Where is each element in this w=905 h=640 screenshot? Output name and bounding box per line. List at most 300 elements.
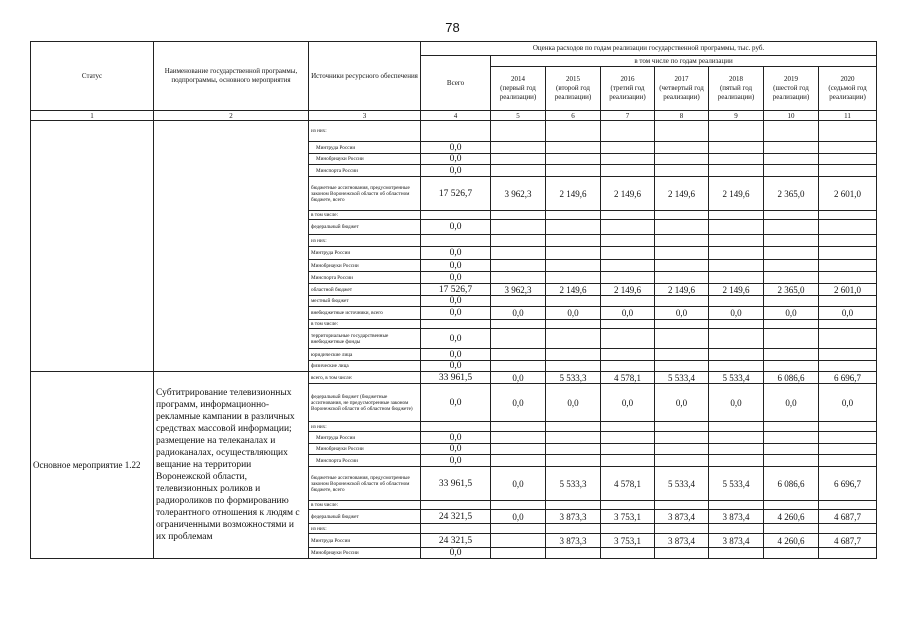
total-value: 24 321,5 (421, 534, 491, 548)
year-amount: 3 962,3 (491, 177, 546, 211)
year-amount: 2 149,6 (709, 177, 764, 211)
year-amount (655, 444, 709, 455)
year-amount (601, 247, 655, 260)
year-amount: 5 533,4 (655, 467, 709, 501)
year-amount (655, 121, 709, 142)
year-amount (655, 524, 709, 534)
year-amount (655, 260, 709, 272)
year-amount (764, 260, 819, 272)
name-cell-empty (154, 121, 309, 372)
year-amount (819, 501, 877, 510)
header-name: Наименование государственной программы, подпрограммы, основного мероприятия (154, 42, 309, 111)
year-amount (764, 247, 819, 260)
total-value (421, 235, 491, 247)
year-amount (819, 548, 877, 559)
funding-source: в том числе: (309, 211, 421, 220)
funding-source: внебюджетные источники, всего (309, 307, 421, 320)
funding-source: Минобрнауки России (309, 444, 421, 455)
year-amount (546, 349, 601, 361)
table-header (31, 42, 877, 121)
year-amount (764, 154, 819, 165)
year-amount: 0,0 (655, 307, 709, 320)
year-amount (819, 165, 877, 177)
header-year-2015 (546, 67, 601, 111)
total-value: 0,0 (421, 307, 491, 320)
total-value: 0,0 (421, 548, 491, 559)
year-amount (764, 548, 819, 559)
year-amount (709, 247, 764, 260)
column-number: 4 (421, 111, 491, 121)
year-amount (491, 320, 546, 329)
column-number: 7 (601, 111, 655, 121)
funding-source: в том числе: (309, 320, 421, 329)
total-value (421, 524, 491, 534)
year-amount (546, 165, 601, 177)
total-value: 17 526,7 (421, 177, 491, 211)
year-amount: 2 365,0 (764, 177, 819, 211)
year-amount (546, 272, 601, 284)
year-amount: 5 533,4 (655, 372, 709, 384)
year-amount: 0,0 (491, 384, 546, 422)
year-amount: 0,0 (764, 307, 819, 320)
year-amount: 5 533,4 (709, 372, 764, 384)
year-label: (шестой год реализации) (772, 84, 810, 101)
year-amount: 0,0 (819, 307, 877, 320)
year-amount: 6 086,6 (764, 467, 819, 501)
year-value: 2020 (840, 75, 855, 83)
header-year-2016 (601, 67, 655, 111)
year-amount: 2 149,6 (655, 177, 709, 211)
year-amount (546, 121, 601, 142)
column-number: 6 (546, 111, 601, 121)
year-amount (601, 444, 655, 455)
year-amount (819, 329, 877, 349)
year-amount (655, 272, 709, 284)
year-amount (601, 220, 655, 235)
header-status: Статус (31, 42, 154, 111)
year-amount (819, 422, 877, 432)
funding-source: федеральный бюджет (309, 510, 421, 524)
column-number: 10 (764, 111, 819, 121)
year-amount (546, 329, 601, 349)
year-amount: 2 149,6 (655, 284, 709, 296)
year-amount (491, 296, 546, 307)
status-cell-empty (31, 121, 154, 372)
year-amount: 0,0 (709, 307, 764, 320)
total-value: 0,0 (421, 384, 491, 422)
column-number: 1 (31, 111, 154, 121)
year-amount (491, 444, 546, 455)
year-amount (764, 444, 819, 455)
year-amount: 3 873,4 (709, 534, 764, 548)
year-amount (655, 361, 709, 372)
year-value: 2017 (674, 75, 689, 83)
year-amount: 2 601,0 (819, 284, 877, 296)
total-value: 0,0 (421, 272, 491, 284)
year-amount (819, 211, 877, 220)
year-amount (764, 272, 819, 284)
year-amount: 2 601,0 (819, 177, 877, 211)
year-amount: 6 696,7 (819, 467, 877, 501)
year-amount: 0,0 (764, 384, 819, 422)
year-amount (709, 154, 764, 165)
total-value: 0,0 (421, 329, 491, 349)
year-amount (546, 432, 601, 444)
column-number: 5 (491, 111, 546, 121)
year-amount: 4 260,6 (764, 510, 819, 524)
year-amount (491, 272, 546, 284)
funding-source: Минобрнауки России (309, 548, 421, 559)
year-amount (491, 501, 546, 510)
status-cell: Основное мероприятие 1.22 (31, 372, 154, 559)
year-amount (601, 422, 655, 432)
year-amount: 4 260,6 (764, 534, 819, 548)
year-amount (709, 329, 764, 349)
funding-source: федеральный бюджет (309, 220, 421, 235)
year-label: (второй год реализации) (554, 84, 592, 101)
funding-source: Минтруда России (309, 432, 421, 444)
funding-source: бюджетные ассигнования, предусмотренные законом Воронежской области об областном бюджете, всего (309, 467, 421, 501)
year-amount: 4 687,7 (819, 534, 877, 548)
year-amount (819, 154, 877, 165)
year-amount (491, 534, 546, 548)
funding-source: физические лица (309, 361, 421, 372)
funding-source: областной бюджет (309, 284, 421, 296)
year-amount (601, 524, 655, 534)
year-amount (709, 296, 764, 307)
year-amount (601, 320, 655, 329)
year-amount: 2 149,6 (601, 284, 655, 296)
year-amount (819, 320, 877, 329)
year-amount: 6 696,7 (819, 372, 877, 384)
total-value: 0,0 (421, 349, 491, 361)
year-amount (655, 220, 709, 235)
year-amount: 0,0 (655, 384, 709, 422)
year-amount (655, 247, 709, 260)
year-amount (601, 361, 655, 372)
total-value: 17 526,7 (421, 284, 491, 296)
year-amount (655, 211, 709, 220)
total-value (421, 501, 491, 510)
funding-source: в том числе: (309, 501, 421, 510)
year-amount (709, 455, 764, 467)
year-amount: 0,0 (601, 384, 655, 422)
funding-source: бюджетные ассигнования, предусмотренные законом Воронежской области об областном бюджете, всего (309, 177, 421, 211)
table-body (31, 121, 877, 559)
funding-source: Минобрнауки России (309, 260, 421, 272)
funding-source: юридические лица (309, 349, 421, 361)
year-label: (первый год реализации) (499, 84, 537, 101)
page-number: 78 (445, 20, 460, 35)
year-amount (709, 272, 764, 284)
year-amount: 0,0 (601, 307, 655, 320)
year-amount (764, 361, 819, 372)
year-amount: 0,0 (709, 384, 764, 422)
year-amount (819, 247, 877, 260)
year-amount (491, 260, 546, 272)
year-amount (764, 165, 819, 177)
year-amount (764, 296, 819, 307)
year-amount (819, 142, 877, 154)
year-amount (819, 121, 877, 142)
funding-source: из них: (309, 422, 421, 432)
funding-source: территориальные государственные внебюджетные фонды (309, 329, 421, 349)
total-value: 0,0 (421, 154, 491, 165)
year-amount (709, 260, 764, 272)
year-label: (седьмой год реализации) (828, 84, 867, 101)
year-amount (491, 548, 546, 559)
year-amount (546, 296, 601, 307)
year-amount (764, 121, 819, 142)
year-amount: 4 687,7 (819, 510, 877, 524)
funding-source: Минспорта России (309, 272, 421, 284)
year-amount (709, 501, 764, 510)
year-amount (546, 501, 601, 510)
year-amount: 4 578,1 (601, 467, 655, 501)
header-year-2014 (491, 67, 546, 111)
year-amount: 2 149,6 (546, 177, 601, 211)
year-amount (491, 422, 546, 432)
year-amount (601, 154, 655, 165)
year-amount (546, 211, 601, 220)
year-amount (819, 361, 877, 372)
year-amount (655, 349, 709, 361)
total-value: 0,0 (421, 432, 491, 444)
year-amount: 5 533,3 (546, 467, 601, 501)
year-label: (пятый год реализации) (717, 84, 755, 101)
total-value: 0,0 (421, 220, 491, 235)
year-value: 2015 (566, 75, 580, 83)
year-amount: 3 753,1 (601, 534, 655, 548)
year-amount (491, 455, 546, 467)
year-amount: 3 873,4 (655, 510, 709, 524)
year-amount (655, 154, 709, 165)
year-amount: 2 149,6 (601, 177, 655, 211)
year-label: (третий год реализации) (609, 84, 646, 101)
year-amount: 2 149,6 (546, 284, 601, 296)
year-amount (819, 349, 877, 361)
year-amount: 6 086,6 (764, 372, 819, 384)
header-year-2017 (655, 67, 709, 111)
total-value: 0,0 (421, 260, 491, 272)
funding-source: Минспорта России (309, 165, 421, 177)
year-amount (601, 432, 655, 444)
year-amount (546, 422, 601, 432)
year-amount (764, 422, 819, 432)
funding-source: Минтруда России (309, 142, 421, 154)
header-estimate: Оценка расходов по годам реализации государственной программы, тыс. руб. (421, 42, 877, 56)
column-number: 2 (154, 111, 309, 121)
year-amount (655, 501, 709, 510)
year-amount (709, 548, 764, 559)
year-amount (655, 320, 709, 329)
year-amount: 0,0 (546, 307, 601, 320)
year-amount (709, 422, 764, 432)
year-amount: 0,0 (491, 510, 546, 524)
funding-source: федеральный бюджет (бюджетные ассигнования, не предусмотренные законом Воронежской области об областном бюджете) (309, 384, 421, 422)
year-amount (491, 121, 546, 142)
funding-source: местный бюджет (309, 296, 421, 307)
year-amount (491, 142, 546, 154)
year-amount: 3 962,3 (491, 284, 546, 296)
total-value: 0,0 (421, 247, 491, 260)
year-amount (601, 142, 655, 154)
year-value: 2019 (784, 75, 798, 83)
year-amount (546, 444, 601, 455)
year-amount (491, 247, 546, 260)
year-amount (709, 211, 764, 220)
year-amount: 0,0 (546, 384, 601, 422)
year-amount: 3 873,4 (709, 510, 764, 524)
total-value: 33 961,5 (421, 467, 491, 501)
year-amount (546, 235, 601, 247)
year-amount (819, 260, 877, 272)
year-amount (819, 272, 877, 284)
year-label: (четвертый год реализации) (659, 84, 704, 101)
column-number: 8 (655, 111, 709, 121)
year-amount (601, 235, 655, 247)
year-amount (709, 220, 764, 235)
year-amount (601, 349, 655, 361)
year-amount (819, 220, 877, 235)
year-amount (546, 154, 601, 165)
year-amount (491, 154, 546, 165)
year-amount (764, 455, 819, 467)
year-amount (819, 455, 877, 467)
total-value: 24 321,5 (421, 510, 491, 524)
year-amount (601, 501, 655, 510)
year-amount: 0,0 (491, 307, 546, 320)
year-amount (655, 165, 709, 177)
year-value: 2018 (729, 75, 743, 83)
year-amount (709, 432, 764, 444)
total-value (421, 422, 491, 432)
year-amount (491, 361, 546, 372)
year-amount (655, 329, 709, 349)
year-amount (601, 272, 655, 284)
year-amount: 5 533,3 (546, 372, 601, 384)
year-amount (546, 361, 601, 372)
year-amount (709, 524, 764, 534)
year-amount (819, 444, 877, 455)
year-amount (764, 220, 819, 235)
year-amount: 4 578,1 (601, 372, 655, 384)
table-row (31, 372, 877, 384)
year-amount: 0,0 (491, 372, 546, 384)
year-amount (601, 548, 655, 559)
funding-source: Минспорта России (309, 455, 421, 467)
total-value: 33 961,5 (421, 372, 491, 384)
year-amount: 2 365,0 (764, 284, 819, 296)
year-amount (546, 260, 601, 272)
year-amount (546, 220, 601, 235)
total-value: 0,0 (421, 165, 491, 177)
total-value: 0,0 (421, 455, 491, 467)
total-value (421, 121, 491, 142)
total-value: 0,0 (421, 296, 491, 307)
year-amount (764, 235, 819, 247)
header-sources: Источники ресурсного обеспечения (309, 42, 421, 111)
funding-source: Минтруда России (309, 247, 421, 260)
year-amount (709, 235, 764, 247)
year-amount: 3 873,4 (655, 534, 709, 548)
year-amount (709, 142, 764, 154)
year-amount (764, 524, 819, 534)
year-amount (546, 320, 601, 329)
total-value: 0,0 (421, 142, 491, 154)
year-value: 2014 (511, 75, 525, 83)
year-amount (601, 296, 655, 307)
year-amount (709, 320, 764, 329)
year-amount (601, 165, 655, 177)
year-amount: 3 753,1 (601, 510, 655, 524)
column-number: 9 (709, 111, 764, 121)
year-amount (546, 142, 601, 154)
year-amount (655, 235, 709, 247)
total-value: 0,0 (421, 361, 491, 372)
year-amount (546, 247, 601, 260)
year-amount (491, 349, 546, 361)
header-total: Всего (421, 56, 491, 111)
year-amount (546, 548, 601, 559)
year-amount (764, 320, 819, 329)
year-amount (601, 260, 655, 272)
year-amount (709, 361, 764, 372)
budget-table (30, 41, 877, 559)
year-amount (601, 455, 655, 467)
year-amount (764, 142, 819, 154)
year-amount (764, 329, 819, 349)
year-amount (709, 444, 764, 455)
year-amount (655, 296, 709, 307)
year-amount (546, 524, 601, 534)
year-amount (546, 455, 601, 467)
table-row (31, 121, 877, 142)
year-amount (601, 329, 655, 349)
year-amount (655, 422, 709, 432)
year-amount (819, 235, 877, 247)
year-amount: 2 149,6 (709, 284, 764, 296)
year-amount (491, 211, 546, 220)
year-amount: 3 873,3 (546, 510, 601, 524)
year-amount (709, 121, 764, 142)
year-amount (655, 432, 709, 444)
year-amount (601, 121, 655, 142)
funding-source: Минобрнауки России (309, 154, 421, 165)
header-by-year: в том числе по годам реализации (491, 56, 877, 67)
program-name-cell: Субтитрирование телевизионных программ, информационно-рекламные кампании в различных средствах массовой информации; размещение на телеканалах и радиоканалах, осуществляющих вещание на территории Воронежской области, телевизионных роликов и радиороликов по формированию толерантного отношения к людям с ограниченными возможностями и их проблемам (154, 372, 309, 559)
year-amount (491, 235, 546, 247)
year-amount (819, 524, 877, 534)
header-year-2019 (764, 67, 819, 111)
year-value: 2016 (620, 75, 635, 83)
column-number: 3 (309, 111, 421, 121)
funding-source: из них: (309, 235, 421, 247)
funding-source: Минтруда России (309, 534, 421, 548)
year-amount (819, 432, 877, 444)
year-amount (764, 432, 819, 444)
year-amount (819, 296, 877, 307)
year-amount (491, 165, 546, 177)
funding-source: из них: (309, 121, 421, 142)
total-value: 0,0 (421, 444, 491, 455)
funding-source: из них: (309, 524, 421, 534)
year-amount: 5 533,4 (709, 467, 764, 501)
year-amount (709, 165, 764, 177)
total-value (421, 211, 491, 220)
year-amount: 0,0 (819, 384, 877, 422)
year-amount (764, 211, 819, 220)
